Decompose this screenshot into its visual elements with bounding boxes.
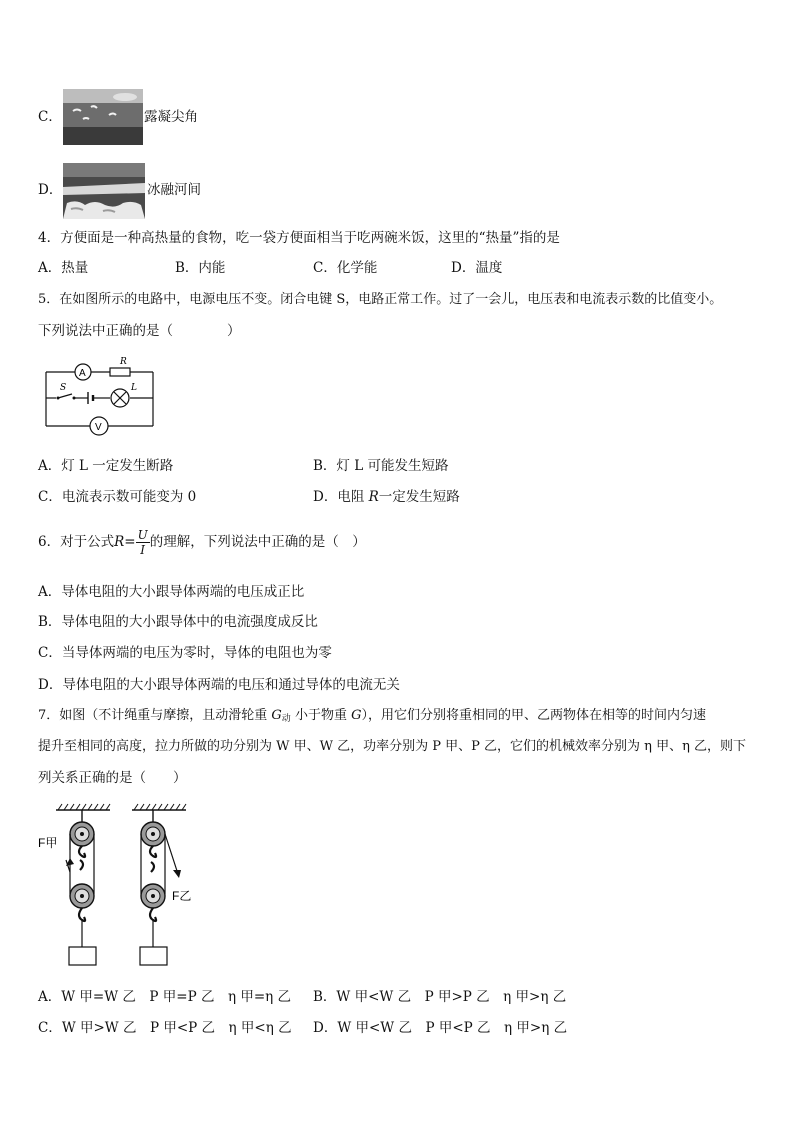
frost-photo (63, 89, 143, 145)
q7-option-b: B．W 甲<W 乙 P 甲>P 乙 η 甲>η 乙 (313, 989, 567, 1005)
q6-option-d: D．导体电阻的大小跟导体两端的电压和通过导体的电流无关 (38, 677, 400, 693)
q7-option-a: A．W 甲=W 乙 P 甲=P 乙 η 甲=η 乙 (38, 989, 292, 1005)
q3-option-c-text: 露凝尖角 (144, 109, 198, 125)
q6-stem (38, 525, 366, 559)
q7-option-d: D．W 甲<W 乙 P 甲<P 乙 η 甲>η 乙 (313, 1020, 568, 1036)
q6-stem-pre: 6．对于公式 (38, 534, 115, 550)
q7-stem-g2: G (351, 708, 362, 723)
pulley-system-jia (38, 810, 96, 965)
switch-symbol (58, 394, 72, 398)
q5-stem-line2: 下列说法中正确的是（ ） (38, 323, 241, 339)
q3-option-d-text: 冰融河间 (147, 182, 201, 198)
switch-label: S (60, 383, 67, 393)
q6-formula-fraction (136, 528, 150, 557)
q5-option-b: B．灯 L 可能发生短路 (313, 458, 449, 474)
q5-option-d-var: R (368, 489, 379, 505)
resistor-symbol (110, 368, 130, 376)
q6-stem-post: 的理解，下列说法中正确的是（ ） (149, 534, 366, 550)
ammeter-label: A (79, 368, 86, 379)
q6-option-b: B．导体电阻的大小跟导体中的电流强度成反比 (38, 614, 318, 630)
q5-option-d-post: 一定发生短路 (378, 489, 460, 505)
force-label-jia: F甲 (38, 836, 58, 850)
q5-option-c: C．电流表示数可能变为 0 (38, 489, 197, 505)
q3-option-d-letter: D． (38, 182, 63, 198)
ice-photo-art (63, 163, 145, 219)
ice-photo (63, 163, 145, 219)
force-label-yi: F乙 (172, 889, 192, 903)
q7-option-c: C．W 甲>W 乙 P 甲<P 乙 η 甲<η 乙 (38, 1020, 292, 1036)
pulley-system-yi (140, 810, 191, 965)
frost-photo-art (63, 89, 143, 145)
q7-stem-line2: 提升至相同的高度，拉力所做的功分别为 W 甲、W 乙，功率分别为 P 甲、P 乙，它们的机械效率分别为 η 甲、η 乙，则下 (38, 739, 746, 754)
q6-option-c: C．当导体两端的电压为零时，导体的电阻也为零 (38, 645, 332, 661)
q4-option-b: B．内能 (175, 260, 226, 276)
weight-block-jia (69, 947, 96, 965)
q3-option-c-letter: C． (38, 109, 62, 125)
q5-option-d-pre: D．电阻 (313, 489, 369, 505)
q5-stem-line1: 5．在如图所示的电路中，电源电压不变。闭合电键 S，电路正常工作。过了一会儿，电压表和电流表示数的比值变小。 (38, 292, 723, 307)
pulley-diagram (36, 800, 196, 970)
q4-option-d: D．温度 (451, 260, 503, 276)
q6-formula-num: U (137, 528, 148, 542)
weight-block-yi (140, 947, 167, 965)
q7-stem-line1-b: 小于物重 (290, 708, 352, 723)
q7-stem-line1-a: 7．如图（不计绳重与摩擦，且动滑轮重 (38, 708, 272, 723)
q4-stem: 4．方便面是一种高热量的食物，吃一袋方便面相当于吃两碗米饭，这里的“热量”指的是 (38, 230, 560, 246)
circuit-diagram (38, 356, 158, 440)
lamp-label: L (131, 383, 137, 393)
q6-formula-lhs: R= (114, 534, 136, 550)
q6-formula-den: I (140, 543, 146, 557)
q5-option-a: A．灯 L 一定发生断路 (38, 458, 174, 474)
q7-stem-g-sub: 动 (281, 714, 291, 724)
q7-stem-line1-c: ），用它们分别将重相同的甲、乙两物体在相等的时间内匀速 (361, 708, 706, 723)
q7-stem-line1 (38, 706, 706, 729)
q6-option-a: A．导体电阻的大小跟导体两端的电压成正比 (38, 584, 305, 600)
q7-stem-line3: 列关系正确的是（ ） (38, 770, 187, 786)
q7-stem-g: G (271, 708, 282, 723)
resistor-label: R (120, 357, 127, 367)
q4-option-a: A．热量 (38, 260, 89, 276)
q4-option-c: C．化学能 (313, 260, 378, 276)
q5-option-d (313, 487, 460, 507)
voltmeter-label: V (95, 422, 102, 433)
